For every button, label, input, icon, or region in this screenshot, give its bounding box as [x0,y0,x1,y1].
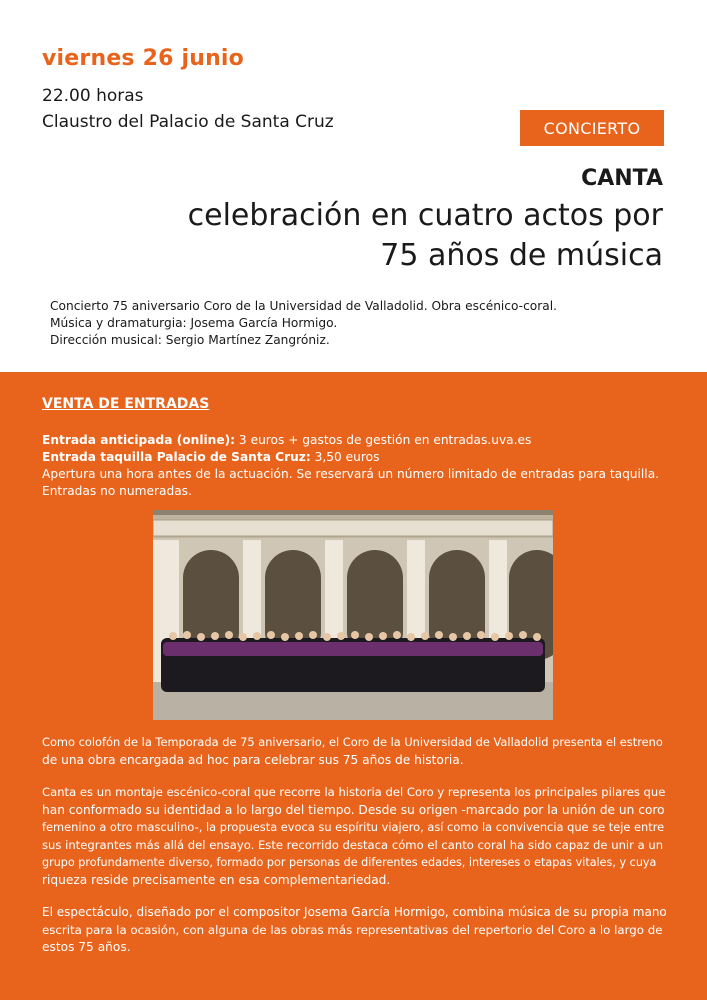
choir-photo [153,510,553,720]
subtitle-line: 75 años de música [380,238,663,273]
event-venue: Claustro del Palacio de Santa Cruz [42,112,334,132]
event-title: CANTA [581,166,663,191]
credit-line: Concierto 75 aniversario Coro de la Universidad de Valladolid. Obra escénico-coral. [50,299,557,313]
description-line: han conformado su identidad a lo largo del tiempo. Desde su origen -marcado por la unión de un coro [42,802,665,817]
credits [50,298,557,349]
ticket-online-label: Entrada anticipada (online): [42,433,236,447]
choir-photo-illustration [153,510,553,720]
description-line: escrita para la ocasión, con alguna de las obras más representativas del repertorio del Coro a lo largo de [42,922,663,937]
description-line: El espectáculo, diseñado por el compositor Josema García Hormigo, combina música de su propia mano [42,905,667,919]
ticket-note: Entradas no numeradas. [42,484,192,498]
description-line: sus integrantes más allá del ensayo. Este recorrido destaca cómo el canto coral ha sido capaz de unir a un [42,837,664,852]
description-line: Como colofón de la Temporada de 75 aniversario, el Coro de la Universidad de Valladolid presenta el estreno [42,735,663,749]
info-band [0,372,707,1000]
subtitle-line: celebración en cuatro actos por [187,198,663,233]
description-line: riqueza reside precisamente en esa complementariedad. [42,872,391,887]
category-badge: CONCIERTO [520,110,664,146]
description-line: Canta es un montaje escénico-coral que recorre la historia del Coro y representa los principales pilares que [42,785,666,799]
description-line: grupo profundamente diverso, formado por personas de diferentes edades, intereses o etapas vitales, y cuya [42,856,657,869]
ticket-box-office [42,449,672,466]
ticket-note: Apertura una hora antes de la actuación. Se reservará un número limitado de entradas para taquilla. [42,467,660,481]
ticket-box-value: 3,50 euros [310,450,380,464]
ticket-online-value: 3 euros + gastos de gestión en entradas.uva.es [235,433,532,447]
ticket-online [42,432,672,449]
event-subtitle [103,196,663,276]
description-line: estos 75 años. [42,940,131,954]
description-line: de una obra encargada ad hoc para celebrar sus 75 años de historia. [42,752,464,767]
ticket-info [42,432,672,500]
ticket-sale-heading: VENTA DE ENTRADAS [42,396,210,412]
description-paragraph [42,784,667,889]
description-paragraph [42,734,667,769]
credit-line: Música y dramaturgia: Josema García Hormigo. [50,316,338,330]
description-paragraph [42,904,667,957]
event-time: 22.00 horas [42,86,144,106]
credit-line: Dirección musical: Sergio Martínez Zangróniz. [50,333,330,347]
description-line: femenino a otro masculino-, la propuesta evoca su espíritu viajero, así como la convivencia que se teje entre [42,820,665,834]
header-section [0,0,707,372]
ticket-box-label: Entrada taquilla Palacio de Santa Cruz: [42,450,311,464]
event-date: viernes 26 junio [42,46,244,71]
